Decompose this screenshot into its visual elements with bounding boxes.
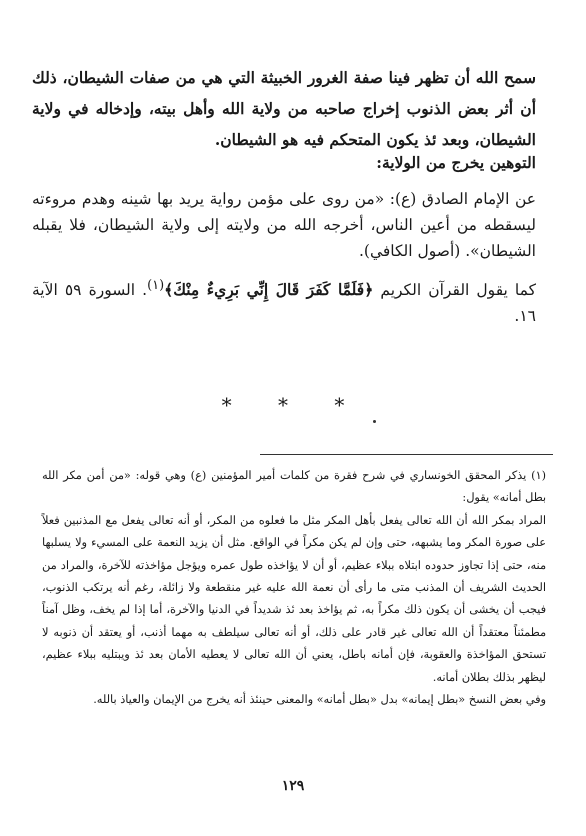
paragraph-3-reference: . السورة ٥٩ الآية ١٦. — [32, 281, 536, 326]
section-separator: * * * — [221, 393, 365, 417]
footnote-divider — [260, 454, 553, 455]
paragraph-3-intro: كما يقول القرآن الكريم — [373, 281, 536, 300]
paragraph-3 — [32, 273, 536, 329]
quran-verse: ﴿فَلَمَّا كَفَرَ قَالَ إِنِّي بَرِيءٌ مِنْكَ﴾ — [164, 280, 374, 300]
footnote-marker: (١) — [147, 278, 165, 293]
footnote-note: وفي بعض النسخ «بطل إيمانه» بدل «بطل أمانه» والمعنى حينئذ أنه يخرج من الإيمان والعياذ بالله. — [93, 693, 546, 707]
footnote-body: المراد بمكر الله أن الله تعالى يفعل بأهل المكر مثل ما فعلوه من المكر، أو أنه تعالى يفعل مع المذنبين فعلاً على صورة المكر وما يشبهه، حتى وإن لم يكن مكراً في الواقع. مثل أن يزيد النعمة على المسيء ولا يسلبها منه، حتى إذا تجاوز حدوده ابتلاه ببلاء عظيم، أو أن لا يؤاخذه طول عمره ويؤجل مؤاخذته للآخرة، والمراد من الحديث الشريف أن المذنب متى ما رأى أن نعمة الله عليه غير منقطعة ولا زائلة، رغم أنه يرتكب الذنوب، فيجب أن يخشى أن يكون ذلك مكراً به، ثم يؤاخذ بعد ئذ شديداً في الدنيا والآخرة، أما إذا لم يخف، وظل آمناً مطمئناً معتقداً أن الله تعالى غير قادر على ذلك، أو أنه تعالى سيلطف به مهما أذنب، أو يعتقد أن ذنوبه لا تستحق المؤاخذة والعقوبة، فإن أمانه باطل، يعني أن الله تعالى لا يعطيه الأمان بعد ئذ ويبتليه ببلاء عظيم، ليظهر بذلك بطلان أمانه. — [42, 513, 546, 684]
stray-mark — [373, 420, 376, 423]
paragraph-1: سمح الله أن تظهر فينا صفة الغرور الخبيثة التي هي من صفات الشيطان، ذلك أن أثر بعض الذنوب إخراج صاحبه من ولاية الله وأهل بيته، وإدخاله في ولاية الشيطان، وبعد ئذ يكون المتحكم فيه هو الشيطان. — [32, 68, 536, 149]
paragraph-2: عن الإمام الصادق (ع): «من روى على مؤمن رواية يريد بها شينه وهدم مروءته ليسقطه من أعين الناس، أخرجه الله من ولايته إلى ولاية الشيطان، فلا يقبله الشيطان». (أصول الكافي). — [32, 190, 536, 260]
book-page — [32, 0, 554, 836]
page-number: ١٢٩ — [281, 778, 305, 794]
footnote-intro: (١) يذكر المحقق الخونساري في شرح فقرة من كلمات أمير المؤمنين (ع) وهي قوله: «من أمن مكر الله بطل أمانه» يقول: — [42, 469, 546, 505]
section-heading: التوهين يخرج من الولاية: — [376, 153, 536, 172]
footnote — [42, 465, 546, 711]
